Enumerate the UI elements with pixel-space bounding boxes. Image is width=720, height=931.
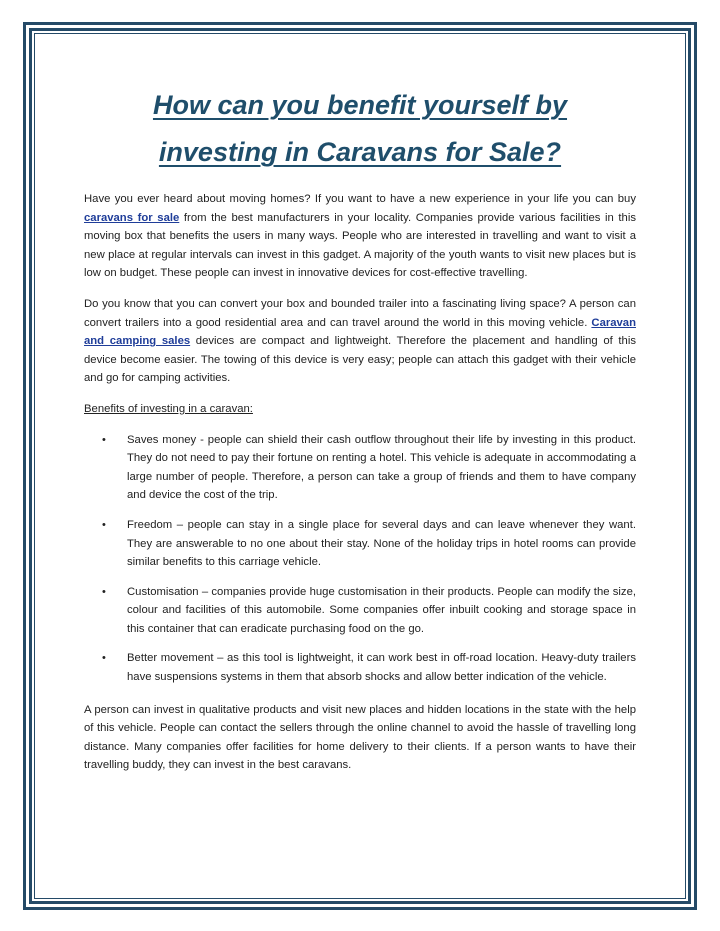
list-item bbox=[84, 583, 636, 639]
list-item-text: Better movement – as this tool is lightweight, it can work best in off-road location. Heavy-duty trailers have suspensions systems in them that absorb shocks and allow better indication of the vehicle. bbox=[127, 652, 636, 684]
convert-text-start: Do you know that you can convert your box and bounded trailer into a fascinating living space? A person can convert trailers into a good residential area and can travel around the world in this moving vehicle. bbox=[84, 297, 636, 329]
bullet-icon: • bbox=[102, 518, 106, 531]
convert-text-end: devices are compact and lightweight. Therefore the placement and handling of this device become easier. The towing of this device is very easy; people can attach this gadget with their vehicle and go for camping activities. bbox=[84, 335, 636, 385]
bullet-icon: • bbox=[102, 652, 106, 665]
title-line-2: investing in Caravans for Sale? bbox=[158, 137, 562, 167]
list-item bbox=[84, 649, 636, 686]
benefits-heading: Benefits of investing in a caravan: bbox=[84, 402, 253, 415]
list-item bbox=[84, 516, 636, 572]
caravan-camping-sales-link[interactable]: Caravan and camping sales bbox=[84, 316, 636, 348]
closing-paragraph: A person can invest in qualitative products and visit new places and hidden locations in the state with the help of this vehicle. People can contact the sellers through the online channel to avoid the hassle of travelling long distance. Many companies offer facilities for home delivery to their clients. If a person wants to have their travelling buddy, they can invest in the best caravans. bbox=[84, 703, 636, 772]
bullet-icon: • bbox=[102, 585, 106, 598]
title-line-1: How can you benefit yourself by bbox=[152, 90, 568, 120]
benefits-list bbox=[84, 431, 636, 687]
caravans-for-sale-link[interactable]: caravans for sale bbox=[84, 211, 180, 224]
list-item-text: Freedom – people can stay in a single place for several days and can leave whenever they want. They are answerable to no one about their stay. None of the holiday trips in hotel rooms can provide similar benefits to this carriage vehicle. bbox=[127, 518, 636, 569]
intro-text-start: Have you ever heard about moving homes? If you want to have a new experience in your life you can buy bbox=[84, 193, 636, 205]
list-item-text: Customisation – companies provide huge customisation in their products. People can modify the size, colour and facilities of this automobile. Some companies offer inbuilt cooking and storage space in this container that can eradicate purchasing food on the go. bbox=[127, 585, 636, 635]
intro-paragraph bbox=[84, 190, 636, 283]
document-content bbox=[84, 82, 636, 787]
convert-paragraph bbox=[84, 295, 636, 388]
intro-text-end: from the best manufacturers in your locality. Companies provide various facilities in this moving box that benefits the users in many ways. People who are interested in travelling and want to visit a new place at regular intervals can invest in this gadget. A majority of the youth wants to visit new places but is low on budget. These people can invest in innovative devices for cost-effective travelling. bbox=[84, 211, 636, 280]
list-item bbox=[84, 431, 636, 505]
bullet-icon: • bbox=[102, 433, 106, 446]
list-item-text: Saves money - people can shield their cash outflow throughout their life by investing in this product. They do not need to pay their fortune on renting a hotel. This vehicle is adequate in accommodating a large number of people. Therefore, a person can take a group of friends and them to have company and device the cost of the trip. bbox=[127, 433, 636, 502]
document-title bbox=[84, 82, 636, 176]
